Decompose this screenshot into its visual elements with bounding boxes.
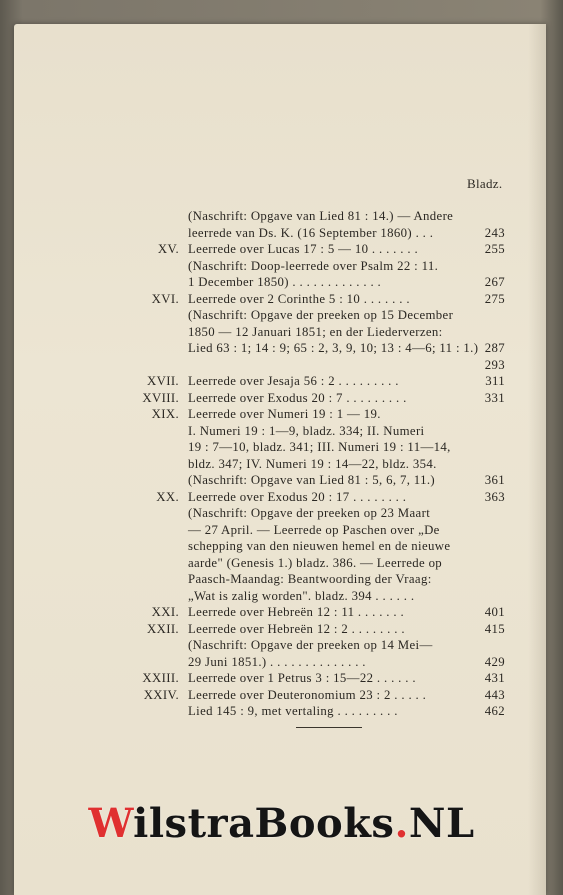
toc-entry-number: XVIII. [142, 390, 179, 405]
toc-entry [0, 274, 563, 291]
toc-entry-text: (Naschrift: Doop-leerrede over Psalm 22 : 11. [188, 258, 439, 273]
toc-entry [0, 208, 563, 225]
toc-entry [0, 472, 563, 489]
toc-entry-page: 275 [484, 291, 505, 306]
watermark-logo [0, 800, 563, 847]
toc-entry-text: (Naschrift: Opgave van Lied 81 : 5, 6, 7, 11.) [188, 473, 435, 487]
toc-entry-text: I. Numeri 19 : 1—9, bladz. 334; II. Numeri [188, 423, 425, 438]
toc-entry-text: 29 Juni 1851.) . . . . . . . . . . . . . . [188, 654, 366, 669]
toc-entry [0, 390, 563, 407]
toc-entry-page: 293 [484, 357, 505, 372]
toc-entry [0, 225, 563, 242]
toc-entry-number: XXII. [147, 621, 179, 636]
toc-entry [0, 373, 563, 390]
toc-entry-page: 287 [484, 341, 505, 355]
toc-entry [0, 357, 563, 374]
toc-entry [0, 538, 563, 555]
toc-entry-text: Leerrede over Lucas 17 : 5 — 10 . . . . . . . [188, 242, 419, 256]
section-divider [296, 727, 362, 728]
toc-entry [0, 555, 563, 572]
toc-entry [0, 621, 563, 638]
toc-entry [0, 423, 563, 440]
toc-entry [0, 324, 563, 341]
page-column-header: Bladz. [467, 176, 503, 191]
toc-entry-page: 361 [484, 473, 505, 487]
toc-entry [0, 703, 563, 720]
toc-entry-page: 243 [484, 225, 505, 240]
toc-entry-text: Leerrede over Hebreën 12 : 2 . . . . . . . . [188, 621, 405, 636]
toc-entry-text: — 27 April. — Leerrede op Paschen over „De [188, 522, 440, 537]
table-of-contents [0, 208, 563, 720]
toc-entry [0, 489, 563, 506]
toc-entry-number: XVI. [151, 291, 179, 306]
toc-entry [0, 637, 563, 654]
toc-entry [0, 307, 563, 324]
toc-entry-number: XXIII. [142, 671, 179, 685]
toc-entry-page: 267 [484, 275, 505, 289]
toc-entry-page: 415 [484, 621, 505, 636]
toc-entry [0, 258, 563, 275]
toc-entry-text: (Naschrift: Opgave van Lied 81 : 14.) — Andere [188, 209, 454, 223]
toc-entry-text: Leerrede over Hebreën 12 : 11 . . . . . . . [188, 605, 405, 619]
toc-entry-page: 443 [484, 687, 505, 702]
toc-entry-text: 1 December 1850) . . . . . . . . . . . . . [188, 275, 382, 289]
toc-entry-text: Leerrede over Jesaja 56 : 2 . . . . . . . . . [188, 374, 399, 388]
toc-entry-text: bldz. 347; IV. Numeri 19 : 14—22, bldz. 354. [188, 456, 437, 471]
toc-entry-number: XIX. [151, 407, 179, 421]
toc-entry [0, 291, 563, 308]
toc-entry-text: Leerrede over Deuteronomium 23 : 2 . . . . . [188, 687, 427, 702]
toc-entry [0, 406, 563, 423]
toc-entry-number: XV. [157, 242, 179, 256]
toc-entry-page: 363 [484, 489, 505, 504]
watermark-initial: W [88, 800, 134, 847]
toc-entry-text: (Naschrift: Opgave der preeken op 15 December [188, 308, 454, 322]
toc-entry-number: XX. [156, 489, 179, 504]
toc-entry [0, 505, 563, 522]
toc-entry-text: schepping van den nieuwen hemel en de nieuwe [188, 539, 451, 553]
toc-entry-page: 429 [484, 654, 505, 669]
toc-entry-text: „Wat is zalig worden". bladz. 394 . . . . . . [188, 588, 415, 603]
toc-entry-text: leerrede van Ds. K. (16 September 1860) . . . [188, 225, 434, 240]
watermark-tld: NL [408, 800, 475, 847]
toc-entry-text: (Naschrift: Opgave der preeken op 23 Maart [188, 506, 431, 520]
toc-entry [0, 340, 563, 357]
toc-entry-text: Leerrede over Exodus 20 : 7 . . . . . . . . . [188, 390, 407, 405]
toc-entry [0, 670, 563, 687]
toc-entry [0, 654, 563, 671]
toc-entry [0, 439, 563, 456]
toc-entry-page: 331 [484, 390, 505, 405]
toc-entry-number: XXI. [151, 605, 179, 619]
toc-entry-text: 19 : 7—10, bladz. 341; III. Numeri 19 : 11—14, [188, 440, 451, 454]
toc-entry-text: Leerrede over Exodus 20 : 17 . . . . . . . . [188, 489, 407, 504]
toc-entry-text: (Naschrift: Opgave der preeken op 14 Mei— [188, 638, 433, 652]
toc-entry-text: Leerrede over 2 Corinthe 5 : 10 . . . . . . . [188, 291, 410, 306]
toc-entry [0, 571, 563, 588]
toc-entry-page: 255 [484, 242, 505, 256]
toc-entry-text: Paasch-Maandag: Beantwoording der Vraag: [188, 572, 432, 586]
toc-entry [0, 456, 563, 473]
toc-entry-text: 1850 — 12 Januari 1851; en der Liederverzen: [188, 324, 443, 339]
toc-entry [0, 241, 563, 258]
toc-entry-page: 401 [484, 605, 505, 619]
toc-entry-number: XXIV. [143, 687, 179, 702]
toc-entry [0, 522, 563, 539]
watermark-dot: . [394, 800, 409, 847]
toc-entry [0, 588, 563, 605]
toc-entry [0, 604, 563, 621]
toc-entry-page: 311 [485, 374, 505, 388]
toc-entry-text: Leerrede over 1 Petrus 3 : 15—22 . . . . . . [188, 671, 416, 685]
toc-entry-text: Leerrede over Numeri 19 : 1 — 19. [188, 407, 381, 421]
toc-entry-page: 462 [484, 704, 505, 718]
watermark-name: ilstraBooks [133, 800, 395, 847]
toc-entry [0, 687, 563, 704]
toc-entry-page: 431 [484, 671, 505, 685]
toc-entry-number: XVII. [147, 374, 179, 388]
toc-entry-text: Lied 63 : 1; 14 : 9; 65 : 2, 3, 9, 10; 13 : 4—6; 11 : 1.) [188, 341, 479, 355]
toc-entry-text: Lied 145 : 9, met vertaling . . . . . . . . . [188, 704, 398, 718]
toc-entry-text: aarde" (Genesis 1.) bladz. 386. — Leerrede op [188, 555, 443, 570]
